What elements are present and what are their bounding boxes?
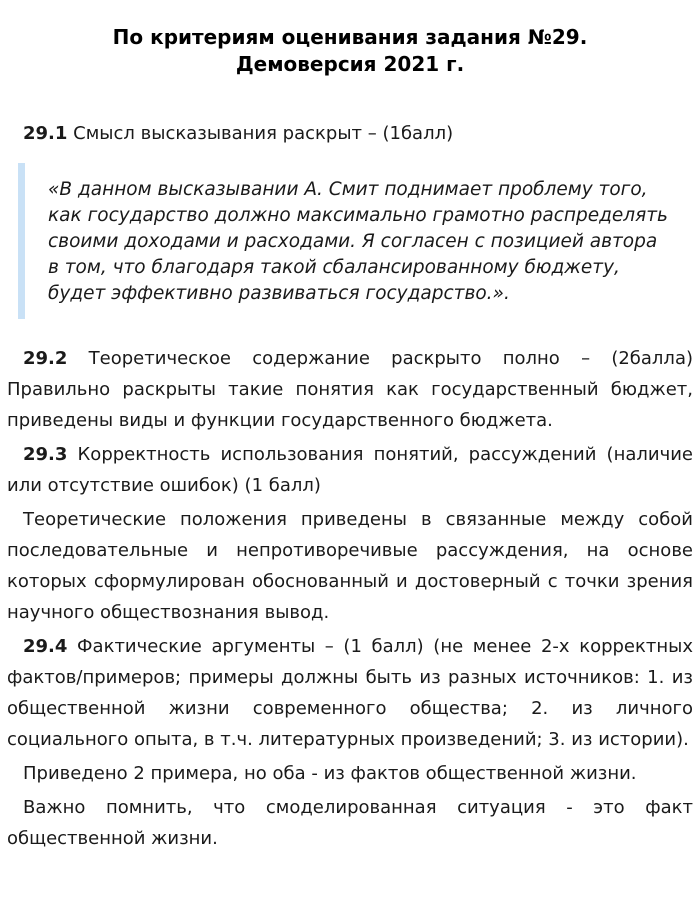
criterion-number: 29.3 <box>23 444 68 465</box>
page-title <box>7 0 693 78</box>
criterion-29-4 <box>7 631 693 755</box>
criterion-number: 29.2 <box>23 348 68 369</box>
criterion-number: 29.4 <box>23 636 68 657</box>
criterion-29-4-body-1: Приведено 2 примера, но оба - из фактов общественной жизни. <box>23 763 637 784</box>
criterion-number: 29.1 <box>23 123 68 144</box>
criterion-29-4-body-2: Важно помнить, что смоделированная ситуация - это факт общественной жизни. <box>7 797 693 849</box>
criterion-29-3 <box>7 439 693 501</box>
title-line-2: Демоверсия 2021 г. <box>235 52 465 76</box>
criterion-29-3-body: Теоретические положения приведены в связанные между собой последовательные и непротиворечивые рассуждения, на основе которых сформулирован обоснованный и достоверный с точки зрения научного обществознания вывод. <box>7 509 693 623</box>
criterion-text: Смысл высказывания раскрыт – (1балл) <box>67 123 454 144</box>
criterion-29-1 <box>7 118 693 149</box>
quote-text: «В данном высказывании А. Смит поднимает проблему того, как государство должно максимально грамотно распределять своими доходами и расходами. Я согласен с позицией автора в том, что благодаря такой сбалансированному бюджету, будет эффективно развиваться государство.». <box>48 179 668 304</box>
criterion-29-2 <box>7 343 693 436</box>
quote-block <box>18 163 693 319</box>
criterion-text: Фактические аргументы – (1 балл) (не менее 2-х корректных фактов/примеров; примеры должны быть из разных источников: 1. из общественной жизни современного общества; 2. из личного социального опыта, в т.ч. литературных произведений; 3. из истории). <box>7 636 693 750</box>
criterion-text: Корректность использования понятий, рассуждений (наличие или отсутствие ошибок) (1 балл) <box>7 444 693 496</box>
title-line-1: По критериям оценивания задания №29. <box>112 25 588 49</box>
criterion-text: Теоретическое содержание раскрыто полно – (2балла) Правильно раскрыты такие понятия как государственный бюджет, приведены виды и функции государственного бюджета. <box>7 348 693 431</box>
